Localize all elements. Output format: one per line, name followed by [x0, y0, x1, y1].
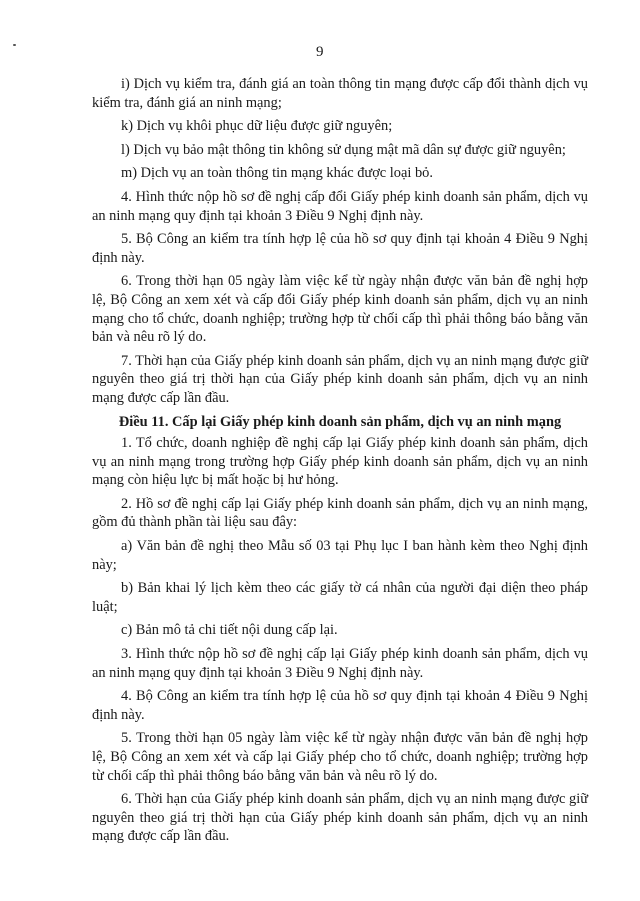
- article-heading: Điều 11. Cấp lại Giấy phép kinh doanh sản phẩm, dịch vụ an ninh mạng: [118, 413, 562, 430]
- paragraph-item-l: l) Dịch vụ bảo mật thông tin không sử dụng mật mã dân sự được giữ nguyên;: [121, 141, 566, 158]
- paragraph-clause-7: 7. Thời hạn của Giấy phép kinh doanh sản phẩm, dịch vụ an ninh mạng được giữ nguyên theo giá trị thời hạn của Giấy phép kinh doanh sản phẩm, dịch vụ an ninh mạng được cấp lần đầu.: [92, 352, 588, 406]
- document-body: [92, 75, 588, 851]
- article-point-a: a) Văn bản đề nghị theo Mẫu số 03 tại Phụ lục I ban hành kèm theo Nghị định này;: [92, 538, 588, 573]
- article-clause-4: 4. Bộ Công an kiểm tra tính hợp lệ của hồ sơ quy định tại khoản 4 Điều 9 Nghị định này.: [92, 688, 588, 723]
- article-point-b: b) Bản khai lý lịch kèm theo các giấy tờ cá nhân của người đại diện theo pháp luật;: [92, 580, 588, 615]
- paragraph-clause-5: 5. Bộ Công an kiểm tra tính hợp lệ của hồ sơ quy định tại khoản 4 Điều 9 Nghị định này.: [92, 231, 588, 266]
- article-point-c: c) Bản mô tả chi tiết nội dung cấp lại.: [121, 622, 338, 639]
- article-clause-6: 6. Thời hạn của Giấy phép kinh doanh sản phẩm, dịch vụ an ninh mạng được giữ nguyên theo giá trị thời hạn của Giấy phép kinh doanh sản phẩm, dịch vụ an ninh mạng được cấp lần đầu.: [92, 791, 588, 845]
- page-number: 9: [316, 44, 324, 60]
- paragraph-item-k: k) Dịch vụ khôi phục dữ liệu được giữ nguyên;: [121, 118, 393, 135]
- paragraph-clause-6: 6. Trong thời hạn 05 ngày làm việc kể từ ngày nhận được văn bản đề nghị hợp lệ, Bộ Công an xem xét và cấp đổi Giấy phép kinh doanh sản phẩm, dịch vụ an ninh mạng cho tổ chức, doanh nghiệp; trường hợp từ chối cấp thì phải thông báo bằng văn bản và nêu rõ lý do.: [92, 273, 588, 346]
- paragraph-clause-4: 4. Hình thức nộp hồ sơ đề nghị cấp đổi Giấy phép kinh doanh sản phẩm, dịch vụ an ninh mạng quy định tại khoản 3 Điều 9 Nghị định này.: [92, 188, 588, 224]
- article-clause-1: 1. Tổ chức, doanh nghiệp đề nghị cấp lại Giấy phép kinh doanh sản phẩm, dịch vụ an ninh mạng trong trường hợp Giấy phép kinh doanh sản phẩm, dịch vụ an ninh mạng còn hiệu lực bị mất hoặc bị hư hỏng.: [92, 435, 588, 489]
- paragraph-item-i: i) Dịch vụ kiểm tra, đánh giá an toàn thông tin mạng được cấp đổi thành dịch vụ kiểm tra, đánh giá an ninh mạng;: [92, 76, 588, 111]
- article-clause-2: 2. Hồ sơ đề nghị cấp lại Giấy phép kinh doanh sản phẩm, dịch vụ an ninh mạng, gồm đủ thành phần tài liệu sau đây:: [92, 495, 588, 531]
- article-clause-5: 5. Trong thời hạn 05 ngày làm việc kể từ ngày nhận được văn bản đề nghị hợp lệ, Bộ Công an xem xét và cấp lại Giấy phép cho tổ chức, doanh nghiệp; trường hợp từ chối cấp thì phải thông báo bằng văn bản và nêu rõ lý do.: [92, 730, 588, 784]
- article-clause-3: 3. Hình thức nộp hồ sơ đề nghị cấp lại Giấy phép kinh doanh sản phẩm, dịch vụ an ninh mạng quy định tại khoản 3 Điều 9 Nghị định này.: [92, 646, 588, 681]
- paragraph-item-m: m) Dịch vụ an toàn thông tin mạng khác được loại bỏ.: [121, 165, 433, 182]
